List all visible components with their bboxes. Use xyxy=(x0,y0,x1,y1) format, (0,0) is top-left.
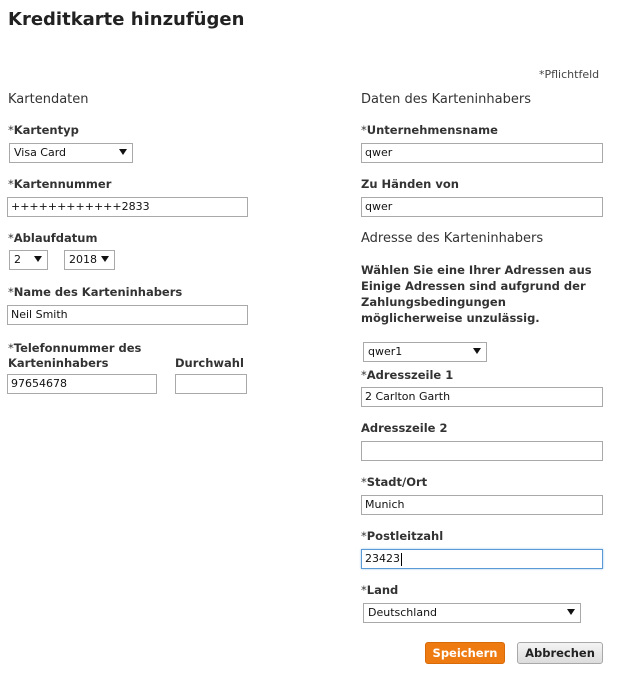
phone-input[interactable]: 97654678 xyxy=(7,374,157,394)
holder-name-label: *Name des Karteninhabers xyxy=(8,285,183,299)
address-line2-label: Adresszeile 2 xyxy=(361,421,448,435)
chevron-down-icon xyxy=(101,256,109,262)
holder-data-section-heading: Daten des Karteninhabers xyxy=(361,92,531,107)
required-note: *Pflichtfeld xyxy=(539,68,600,81)
card-number-label: *Kartennummer xyxy=(8,177,112,191)
address-section-heading: Adresse des Karteninhabers xyxy=(361,231,544,246)
extension-label: Durchwahl xyxy=(175,356,244,370)
cancel-button[interactable]: Abbrechen xyxy=(517,642,603,664)
page-title: Kreditkarte hinzufügen xyxy=(8,9,245,30)
card-number-input[interactable]: ++++++++++++2833 xyxy=(7,197,248,217)
card-section-heading: Kartendaten xyxy=(8,92,89,107)
attention-input[interactable]: qwer xyxy=(361,197,603,217)
city-input[interactable]: Munich xyxy=(361,495,603,515)
holder-name-input[interactable]: Neil Smith xyxy=(7,305,248,325)
save-button[interactable]: Speichern xyxy=(425,642,505,664)
postal-input[interactable]: 23423 xyxy=(361,549,603,569)
expiry-month-select[interactable]: 2 xyxy=(9,250,48,270)
expiry-year-select[interactable]: 2018 xyxy=(64,250,115,270)
country-select[interactable]: Deutschland xyxy=(363,603,581,623)
address-line2-input[interactable] xyxy=(361,441,603,461)
chevron-down-icon xyxy=(567,609,575,615)
extension-input[interactable] xyxy=(175,374,247,394)
text-cursor xyxy=(401,553,402,566)
postal-label: *Postleitzahl xyxy=(361,529,444,543)
company-input[interactable]: qwer xyxy=(361,143,603,163)
address-select[interactable]: qwer1 xyxy=(363,342,487,362)
chevron-down-icon xyxy=(34,256,42,262)
card-type-label: *Kartentyp xyxy=(8,123,79,137)
address-line1-label: *Adresszeile 1 xyxy=(361,368,454,382)
address-note: Wählen Sie eine Ihrer Adressen aus Einige Adressen sind aufgrund der Zahlungsbedingungen möglicherweise unzulässig. xyxy=(361,263,592,325)
chevron-down-icon xyxy=(119,149,127,155)
chevron-down-icon xyxy=(473,348,481,354)
card-type-select[interactable]: Visa Card xyxy=(9,143,133,163)
address-line1-input[interactable]: 2 Carlton Garth xyxy=(361,387,603,407)
country-label: *Land xyxy=(361,583,399,597)
city-label: *Stadt/Ort xyxy=(361,475,428,489)
attention-label: Zu Händen von xyxy=(361,177,459,191)
phone-label: *Telefonnummer des Karteninhabers xyxy=(8,341,142,370)
company-label: *Unternehmensname xyxy=(361,123,498,137)
expiry-label: *Ablaufdatum xyxy=(8,231,98,245)
